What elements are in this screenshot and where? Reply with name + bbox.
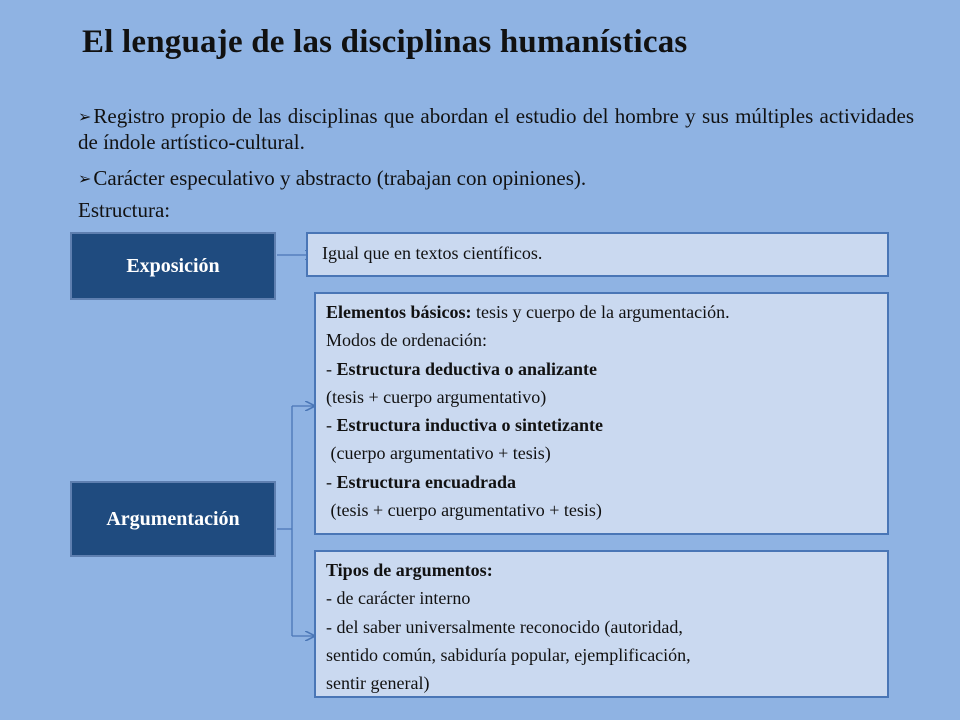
modos-line: Modos de ordenación:	[326, 330, 487, 351]
inductiva-line: - Estructura inductiva o sintetizante	[326, 415, 603, 436]
bullet-caracter	[78, 166, 914, 192]
tipos-line: sentido común, sabiduría popular, ejemplificación,	[326, 644, 691, 665]
argumentacion-bracket	[277, 406, 292, 636]
elementos-label: Elementos básicos:	[326, 302, 472, 322]
encuadrada-label: Estructura encuadrada	[336, 471, 516, 492]
inductiva-label: Estructura inductiva o sintetizante	[336, 415, 603, 436]
elementos-box	[314, 292, 889, 535]
deductiva-detail: (tesis + cuerpo argumentativo)	[326, 386, 547, 407]
elementos-line	[326, 298, 887, 326]
tipos-box	[314, 550, 889, 698]
arrow-bullet-icon: ➢	[78, 171, 92, 188]
exposicion-box: Exposición	[70, 232, 276, 300]
exposicion-description-box: Igual que en textos científicos.	[306, 232, 889, 277]
deductiva-line: - Estructura deductiva o analizante	[326, 358, 597, 379]
inductiva-detail: (cuerpo argumentativo + tesis)	[326, 443, 551, 464]
estructura-label: Estructura:	[78, 198, 171, 222]
tipos-line: - del saber universalmente reconocido (autoridad,	[326, 616, 683, 637]
bullet-text: Carácter especulativo y abstracto (trabajan con opiniones).	[93, 166, 587, 190]
elementos-text: tesis y cuerpo de la argumentación.	[471, 302, 730, 322]
tipos-line: sentir general)	[326, 673, 430, 694]
tipos-line: - de carácter interno	[326, 588, 471, 609]
encuadrada-detail: (tesis + cuerpo argumentativo + tesis)	[326, 500, 602, 521]
deductiva-label: Estructura deductiva o analizante	[336, 358, 597, 379]
arrow-bullet-icon: ➢	[78, 109, 92, 126]
argumentacion-box: Argumentación	[70, 481, 276, 557]
slide-title: El lenguaje de las disciplinas humanísticas	[82, 24, 688, 60]
encuadrada-line: - Estructura encuadrada	[326, 471, 516, 492]
bullet-text: Registro propio de las disciplinas que abordan el estudio del hombre y sus múltiples actividades de índole artístico-cultural.	[78, 104, 914, 154]
bullet-registro	[78, 104, 914, 154]
tipos-label: Tipos de argumentos:	[326, 560, 493, 580]
